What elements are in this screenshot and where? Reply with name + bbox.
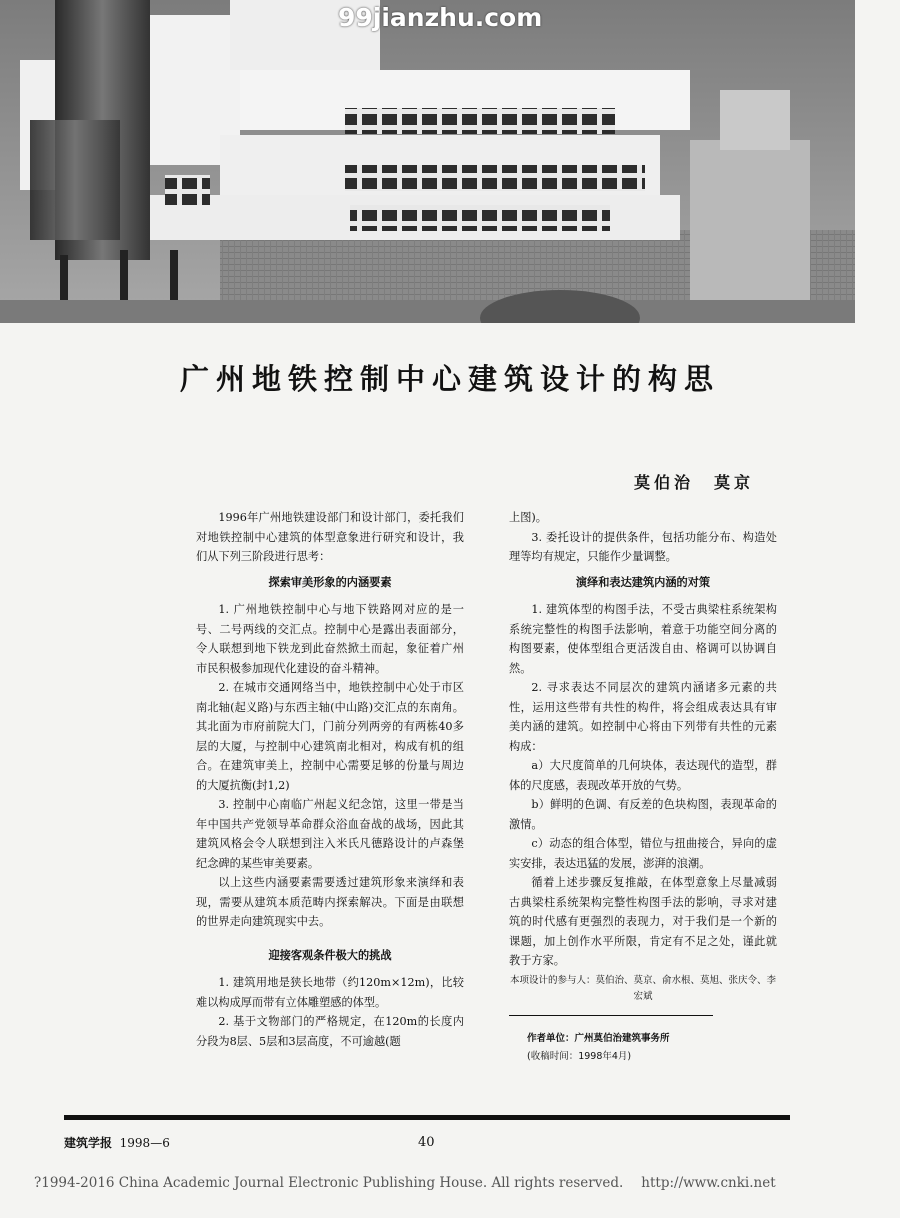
journal-name: 建筑学报 xyxy=(64,1136,113,1150)
journal-info xyxy=(64,1134,170,1151)
cnki-link[interactable]: http://www.cnki.net xyxy=(641,1175,776,1191)
body-paragraph: 以上这些内涵要素需要透过建筑形象来演绎和表现，需要从建筑本质范畴内探索解决。下面是由联想的世界走向建筑现实中去。 xyxy=(196,876,464,928)
footnote-divider xyxy=(509,1015,713,1016)
footer-divider xyxy=(64,1115,790,1120)
page-number: 40 xyxy=(418,1135,435,1150)
author-affiliation: 作者单位：广州莫伯治建筑事务所 xyxy=(527,1032,670,1044)
body-paragraph-continued: 上图)。 xyxy=(509,511,547,524)
article-title: 广州地铁控制中心建筑设计的构思 xyxy=(179,362,720,397)
building-photo xyxy=(0,0,855,323)
body-paragraph: 1. 建筑体型的构图手法，不受古典梁柱系统架构系统完整性的构图手法影响，着意于功能空间分离的构图要素，使体型组合更活泼自由、格调可以协调自然。 xyxy=(509,603,777,675)
building-illustration xyxy=(0,0,855,323)
article-authors: 莫伯治 莫京 xyxy=(634,473,755,492)
list-item-a: a）大尺度简单的几何块体，表达现代的造型，群体的尺度感，表现改革开放的气势。 xyxy=(509,759,777,792)
copyright-line xyxy=(34,1175,776,1191)
list-item-b: b）鲜明的色调、有反差的色块构图，表现革命的激情。 xyxy=(509,798,777,831)
received-date: (收稿时间：1998年4月) xyxy=(527,1050,632,1062)
watermark-text: 99jianzhu.com xyxy=(338,3,543,32)
body-paragraph: 1. 建筑用地是狭长地带（约120m×12m)，比较难以构成厚而带有立体雕塑感的体型。 xyxy=(196,976,464,1009)
list-item-c: c）动态的组合体型，错位与扭曲接合，异向的虚实安排，表达迅猛的发展，澎湃的浪潮。 xyxy=(509,837,777,870)
left-column xyxy=(196,508,464,1051)
body-paragraph: 循着上述步骤反复推敲，在体型意象上尽量减弱古典梁柱系统架构完整性构图手法的影响，寻求对建筑的时代感有更强烈的表现力，对于我们是一个新的课题，加上创作水平所限，肯定有不足之处，谨此就教于方家。 xyxy=(509,876,777,967)
copyright-text: ?1994-2016 China Academic Journal Electronic Publishing House. All rights reserved. xyxy=(34,1175,624,1191)
intro-paragraph: 1996年广州地铁建设部门和设计部门，委托我们对地铁控制中心建筑的体型意象进行研究和设计，我们从下列三阶段进行思考： xyxy=(196,511,464,563)
body-paragraph: 1. 广州地铁控制中心与地下铁路网对应的是一号、二号两线的交汇点。控制中心是露出表面部分，令人联想到地下铁龙到此奋然掀土而起，象征着广州市民积极参加现代化建设的奋斗精神。 xyxy=(196,603,464,675)
section-heading-1: 探索审美形象的内涵要素 xyxy=(268,575,392,589)
section-heading-2: 迎接客观条件极大的挑战 xyxy=(268,948,392,962)
body-paragraph: 2. 在城市交通网络当中，地铁控制中心处于市区南北轴(起义路)与东西主轴(中山路)交汇点的东南角。其北面为市府前院大门，门前分列两旁的有两栋40多层的大厦，与控制中心建筑南北相对，构成有机的组合。在建筑审美上，控制中心需要足够的份量与周边的大厦抗衡(封1,2) xyxy=(196,681,464,792)
body-paragraph: 3. 委托设计的提供条件，包括功能分布、构造处理等均有规定，只能作少量调整。 xyxy=(509,530,777,563)
body-paragraph: 2. 基于文物部门的严格规定，在120m的长度内分段为8层、5层和3层高度，不可逾越(题 xyxy=(196,1015,464,1048)
design-credits: 本项设计的参与人：莫伯治、莫京、俞水根、莫旭、张庆令、李宏斌 xyxy=(509,974,776,1002)
journal-issue: 1998—6 xyxy=(119,1136,170,1150)
section-heading-3: 演绎和表达建筑内涵的对策 xyxy=(575,575,711,589)
right-column xyxy=(509,508,777,1066)
body-paragraph: 2. 寻求表达不同层次的建筑内涵诸多元素的共性，运用这些带有共性的构件，将会组成表达具有审美内涵的建筑。如控制中心将由下列带有共性的元素构成： xyxy=(509,681,777,753)
body-paragraph: 3. 控制中心南临广州起义纪念馆，这里一带是当年中国共产党领导革命群众浴血奋战的战场，因此其建筑风格会令人联想到注入米氏凡德路设计的卢森堡纪念碑的某些审美要素。 xyxy=(196,798,464,870)
